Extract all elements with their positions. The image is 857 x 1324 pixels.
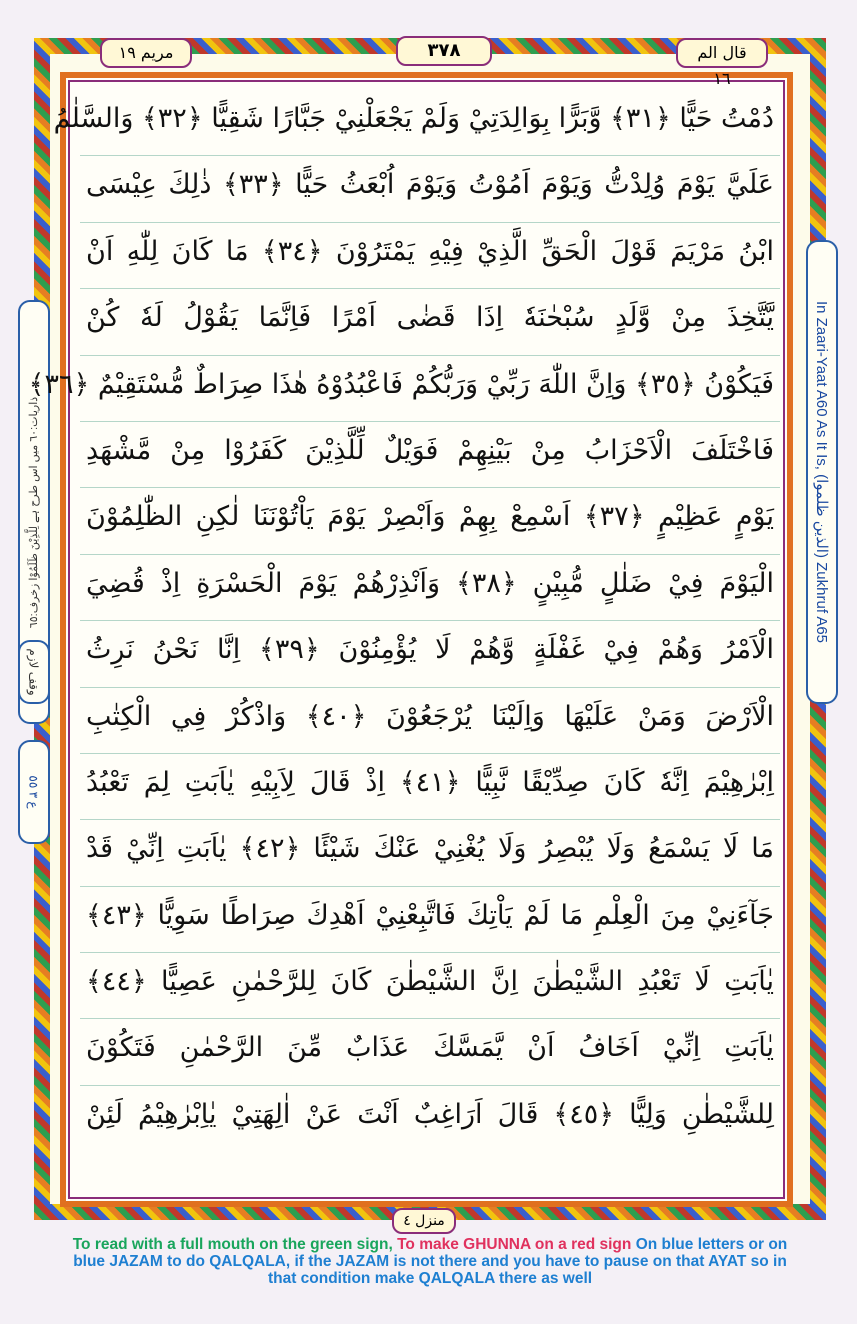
juz-label: قال الم ١٦ [676, 38, 768, 68]
tajweed-legend [60, 1236, 800, 1287]
legend-green: To read with a full mouth on the green sign, [72, 1236, 393, 1253]
surah-label: مريم ١٩ [100, 38, 192, 68]
verse-line: فَيَكُوْنُ ﴿٣٥﴾ وَاِنَّ اللّٰهَ رَبِّيْ وَرَبُّكُمْ فَاعْبُدُوْهُ هٰذَا صِرَاطٌ مُّسْتَقِيْمٌ ﴿٣٦﴾ [80, 356, 780, 422]
verse-line: مَا لَا يَسْمَعُ وَلَا يُبْصِرُ وَلَا يُغْنِيْ عَنْكَ شَيْئًا ﴿٤٢﴾ يٰاَبَتِ اِنِّيْ قَدْ [80, 820, 780, 886]
verse-line: اِبْرٰهِيْمَ اِنَّهٗ كَانَ صِدِّيْقًا نَّبِيًّا ﴿٤١﴾ اِذْ قَالَ لِاَبِيْهِ يٰاَبَتِ لِمَ تَعْبُدُ [80, 754, 780, 820]
verse-line: ابْنُ مَرْيَمَ قَوْلَ الْحَقِّ الَّذِيْ فِيْهِ يَمْتَرُوْنَ ﴿٣٤﴾ مَا كَانَ لِلّٰهِ اَنْ [80, 223, 780, 289]
verse-line: يٰاَبَتِ اِنِّيْ اَخَافُ اَنْ يَّمَسَّكَ عَذَابٌ مِّنَ الرَّحْمٰنِ فَتَكُوْنَ [80, 1019, 780, 1085]
waqf-lazim-note: وقف لازم [18, 640, 50, 704]
page-number: ٣٧٨ [396, 36, 492, 66]
verse-line: عَلَيَّ يَوْمَ وُلِدْتُّ وَيَوْمَ اَمُوْتُ وَيَوْمَ اُبْعَثُ حَيًّا ﴿٣٣﴾ ذٰلِكَ عِيْسَى [80, 156, 780, 222]
verse-line: الْاَرْضَ وَمَنْ عَلَيْهَا وَاِلَيْنَا يُرْجَعُوْنَ ﴿٤٠﴾ وَاذْكُرْ فِي الْكِتٰبِ [80, 688, 780, 754]
manzil-marker: منزل ٤ [392, 1208, 456, 1234]
verse-line: يَّتَّخِذَ مِنْ وَّلَدٍ سُبْحٰنَهٗ اِذَا قَضٰى اَمْرًا فَاِنَّمَا يَقُوْلُ لَهٗ كُنْ [80, 289, 780, 355]
left-margin-note-text: ذاريات:٦٠ میں اس طرح ہے لِلَّذِيْنَ ظَلَمُوْا زخرف:٦٥ [28, 396, 41, 628]
verse-line: لِلشَّيْطٰنِ وَلِيًّا ﴿٤٥﴾ قَالَ اَرَاغِبٌ اَنْتَ عَنْ اٰلِهَتِيْ يٰاِبْرٰهِيْمُ لَئِنْ [86, 1098, 774, 1130]
verse-line: يَوْمٍ عَظِيْمٍ ﴿٣٧﴾ اَسْمِعْ بِهِمْ وَاَبْصِرْ يَوْمَ يَاْتُوْنَنَا لٰكِنِ الظّٰلِمُوْنَ [80, 488, 780, 554]
verse-line: الْيَوْمَ فِيْ ضَلٰلٍ مُّبِيْنٍ ﴿٣٨﴾ وَاَنْذِرْهُمْ يَوْمَ الْحَسْرَةِ اِذْ قُضِيَ [80, 555, 780, 621]
right-margin-note-text: In Zaari-Yaat A60 As It Is, (الذين ظلموا) Zukhruf A65 [813, 300, 830, 644]
verse-line: جَآءَنِيْ مِنَ الْعِلْمِ مَا لَمْ يَاْتِكَ فَاتَّبِعْنِيْ اَهْدِكَ صِرَاطًا سَوِيًّا ﴿٤٣﴾ [80, 887, 780, 953]
verse-line: الْاَمْرُ وَهُمْ فِيْ غَفْلَةٍ وَّهُمْ لَا يُؤْمِنُوْنَ ﴿٣٩﴾ اِنَّا نَحْنُ نَرِثُ [80, 621, 780, 687]
right-margin-note [806, 240, 838, 704]
verse-line: فَاخْتَلَفَ الْاَحْزَابُ مِنْ بَيْنِهِمْ فَوَيْلٌ لِّلَّذِيْنَ كَفَرُوْا مِنْ مَّشْهَدِ [80, 422, 780, 488]
legend-blue: On blue letters or on blue JAZAM to do QALQALA, if the JAZAM is not there and you have to pause on that AYAT so in that condition make QALQALA there as well [73, 1236, 788, 1287]
verse-line: يٰاَبَتِ لَا تَعْبُدِ الشَّيْطٰنَ اِنَّ الشَّيْطٰنَ كَانَ لِلرَّحْمٰنِ عَصِيًّا ﴿٤٤﴾ [80, 953, 780, 1019]
ruku-marker: ع ٣ ٥٥ [18, 740, 50, 844]
legend-red: To make GHUNNA on a red sign [397, 1236, 632, 1253]
verse-line: دُمْتُ حَيًّا ﴿٣١﴾ وَّبَرًّا بِوَالِدَتِيْ وَلَمْ يَجْعَلْنِيْ جَبَّارًا شَقِيًّا ﴿٣٢﴾ وَالسَّلٰمُ [80, 90, 780, 156]
